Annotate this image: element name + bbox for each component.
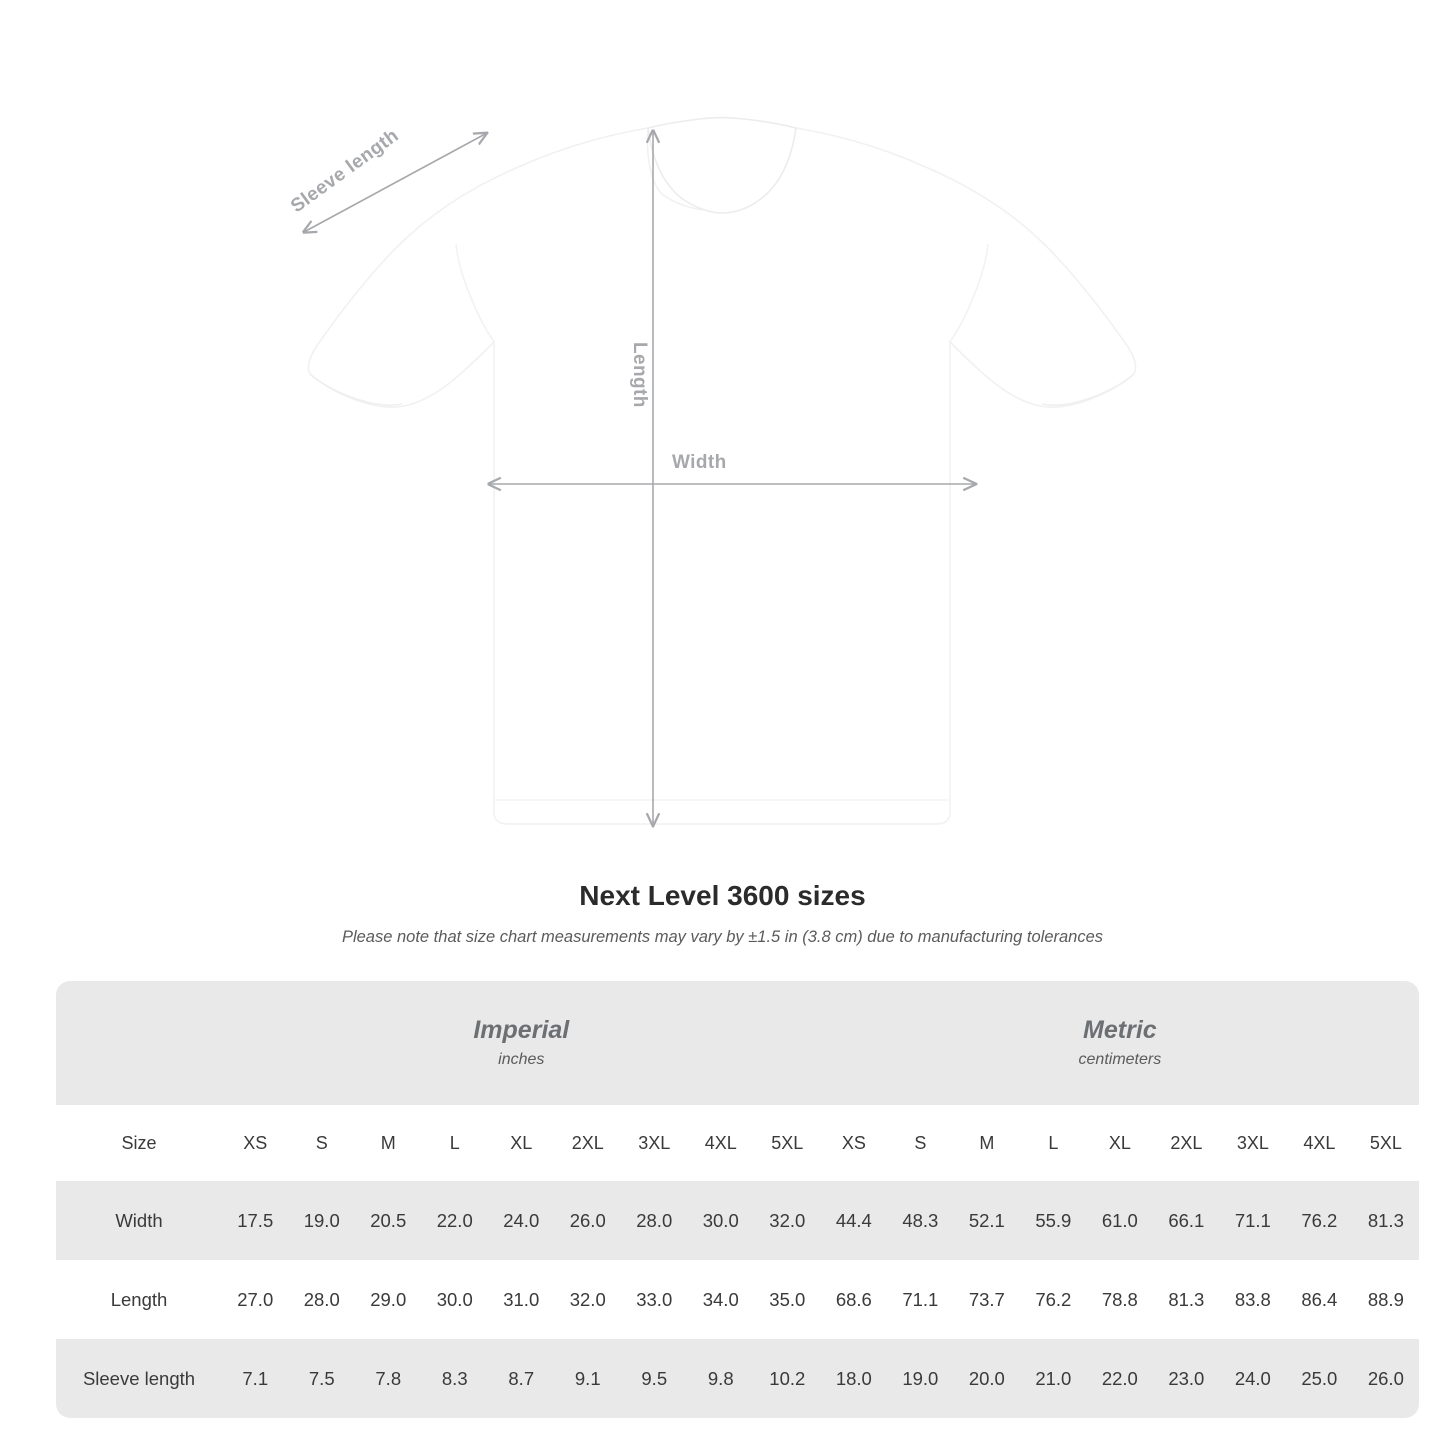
measure-cell: 21.0 bbox=[1020, 1339, 1087, 1418]
measure-cell: 44.4 bbox=[821, 1181, 888, 1260]
measure-cell: 86.4 bbox=[1286, 1260, 1353, 1339]
size-header-cell: M bbox=[355, 1105, 422, 1181]
measure-cell: 24.0 bbox=[1220, 1339, 1287, 1418]
size-header-cell: 3XL bbox=[1220, 1105, 1287, 1181]
size-header-cell: 5XL bbox=[1353, 1105, 1420, 1181]
width-dimension-label: Width bbox=[672, 452, 727, 473]
measure-cell: 55.9 bbox=[1020, 1181, 1087, 1260]
row-label-width: Width bbox=[56, 1181, 222, 1260]
measure-cell: 71.1 bbox=[887, 1260, 954, 1339]
table-row bbox=[56, 1260, 1419, 1339]
measure-cell: 17.5 bbox=[222, 1181, 289, 1260]
size-header-cell: S bbox=[887, 1105, 954, 1181]
measure-cell: 26.0 bbox=[555, 1181, 622, 1260]
measure-cell: 66.1 bbox=[1153, 1181, 1220, 1260]
measure-cell: 27.0 bbox=[222, 1260, 289, 1339]
measure-cell: 8.3 bbox=[422, 1339, 489, 1418]
measure-cell: 33.0 bbox=[621, 1260, 688, 1339]
table-row bbox=[56, 1339, 1419, 1418]
row-label-sleeve-length: Sleeve length bbox=[56, 1339, 222, 1418]
table-row bbox=[56, 1181, 1419, 1260]
measure-cell: 25.0 bbox=[1286, 1339, 1353, 1418]
measure-cell: 22.0 bbox=[422, 1181, 489, 1260]
measure-cell: 61.0 bbox=[1087, 1181, 1154, 1260]
size-header-cell: 5XL bbox=[754, 1105, 821, 1181]
measure-cell: 76.2 bbox=[1020, 1260, 1087, 1339]
size-header-cell: 4XL bbox=[688, 1105, 755, 1181]
measure-cell: 32.0 bbox=[555, 1260, 622, 1339]
measure-cell: 71.1 bbox=[1220, 1181, 1287, 1260]
size-table-wrapper bbox=[56, 981, 1404, 1418]
measure-cell: 76.2 bbox=[1286, 1181, 1353, 1260]
measure-cell: 78.8 bbox=[1087, 1260, 1154, 1339]
sleeve-length-dimension-label: Sleeve length bbox=[287, 125, 403, 218]
measure-cell: 9.8 bbox=[688, 1339, 755, 1418]
measure-cell: 81.3 bbox=[1153, 1260, 1220, 1339]
size-header-row bbox=[56, 1105, 1419, 1181]
measure-cell: 31.0 bbox=[488, 1260, 555, 1339]
measure-cell: 19.0 bbox=[289, 1181, 356, 1260]
size-header-cell: 3XL bbox=[621, 1105, 688, 1181]
length-dimension-label: Length bbox=[629, 342, 650, 408]
measure-cell: 20.5 bbox=[355, 1181, 422, 1260]
size-table bbox=[56, 981, 1419, 1418]
size-header-cell: 2XL bbox=[1153, 1105, 1220, 1181]
measure-cell: 28.0 bbox=[621, 1181, 688, 1260]
measure-cell: 73.7 bbox=[954, 1260, 1021, 1339]
measure-cell: 22.0 bbox=[1087, 1339, 1154, 1418]
measure-cell: 48.3 bbox=[887, 1181, 954, 1260]
tolerance-note: Please note that size chart measurements may vary by ±1.5 in (3.8 cm) due to manufacturing tolerances bbox=[341, 928, 1104, 946]
measure-cell: 81.3 bbox=[1353, 1181, 1420, 1260]
measure-cell: 20.0 bbox=[954, 1339, 1021, 1418]
unit-header-spacer bbox=[56, 981, 222, 1105]
size-header-cell: L bbox=[422, 1105, 489, 1181]
measure-cell: 9.5 bbox=[621, 1339, 688, 1418]
measure-cell: 52.1 bbox=[954, 1181, 1021, 1260]
page-title: Next Level 3600 sizes bbox=[579, 880, 866, 911]
measure-cell: 35.0 bbox=[754, 1260, 821, 1339]
measure-cell: 10.2 bbox=[754, 1339, 821, 1418]
size-header-cell: XL bbox=[1087, 1105, 1154, 1181]
measure-cell: 30.0 bbox=[688, 1181, 755, 1260]
size-header-cell: XS bbox=[222, 1105, 289, 1181]
unit-header-row bbox=[56, 981, 1419, 1105]
measure-cell: 8.7 bbox=[488, 1339, 555, 1418]
measure-cell: 24.0 bbox=[488, 1181, 555, 1260]
row-label-length: Length bbox=[56, 1260, 222, 1339]
size-row-label: Size bbox=[56, 1105, 222, 1181]
measure-cell: 32.0 bbox=[754, 1181, 821, 1260]
size-header-cell: L bbox=[1020, 1105, 1087, 1181]
size-header-cell: 4XL bbox=[1286, 1105, 1353, 1181]
size-header-cell: 2XL bbox=[555, 1105, 622, 1181]
measure-cell: 26.0 bbox=[1353, 1339, 1420, 1418]
measure-cell: 7.1 bbox=[222, 1339, 289, 1418]
size-header-cell: M bbox=[954, 1105, 1021, 1181]
unit-group-imperial bbox=[222, 981, 821, 1105]
measure-cell: 68.6 bbox=[821, 1260, 888, 1339]
measure-cell: 9.1 bbox=[555, 1339, 622, 1418]
size-header-cell: XS bbox=[821, 1105, 888, 1181]
measure-cell: 83.8 bbox=[1220, 1260, 1287, 1339]
measure-cell: 28.0 bbox=[289, 1260, 356, 1339]
measure-cell: 29.0 bbox=[355, 1260, 422, 1339]
measure-cell: 19.0 bbox=[887, 1339, 954, 1418]
unit-group-imperial-sub: inches bbox=[498, 1050, 545, 1068]
measure-cell: 7.5 bbox=[289, 1339, 356, 1418]
measure-cell: 88.9 bbox=[1353, 1260, 1420, 1339]
measure-cell: 30.0 bbox=[422, 1260, 489, 1339]
unit-group-metric-name: Metric bbox=[1083, 1016, 1157, 1045]
unit-group-imperial-name: Imperial bbox=[473, 1016, 570, 1045]
size-header-cell: S bbox=[289, 1105, 356, 1181]
measure-cell: 23.0 bbox=[1153, 1339, 1220, 1418]
measure-cell: 18.0 bbox=[821, 1339, 888, 1418]
size-header-cell: XL bbox=[488, 1105, 555, 1181]
unit-group-metric-sub: centimeters bbox=[1078, 1050, 1162, 1068]
measure-cell: 34.0 bbox=[688, 1260, 755, 1339]
measure-cell: 7.8 bbox=[355, 1339, 422, 1418]
unit-group-metric bbox=[821, 981, 1420, 1105]
